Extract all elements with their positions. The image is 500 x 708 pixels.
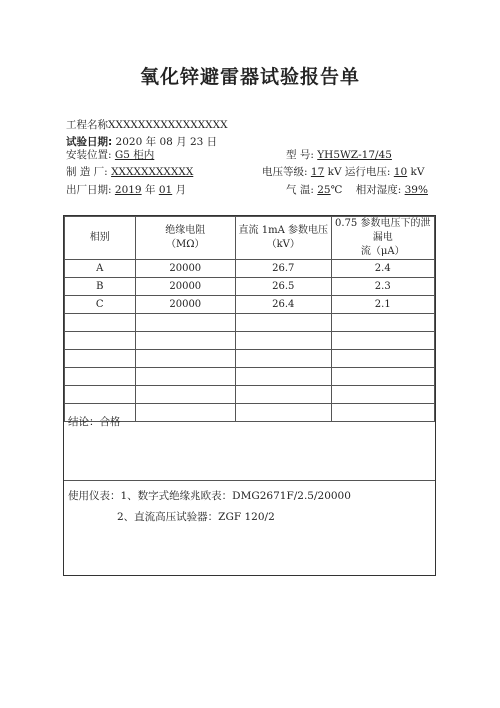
report-title: 氧化锌避雷器试验报告单 — [139, 66, 360, 88]
factory-date-line — [66, 182, 186, 197]
model-value: YH5WZ-17/45 — [317, 149, 392, 161]
empty-cell — [135, 386, 236, 404]
table-row — [65, 296, 435, 314]
empty-row — [65, 350, 435, 368]
empty-row — [65, 368, 435, 386]
maker-value: XXXXXXXXXXX — [111, 166, 194, 178]
empty-cell — [331, 332, 434, 350]
voltage-line — [262, 164, 424, 179]
empty-cell — [65, 386, 136, 404]
cell-insulation: 20000 — [135, 278, 236, 296]
run-voltage-label: 运行电压: — [344, 166, 391, 178]
empty-cell — [135, 404, 236, 422]
humidity-label: 相对湿度: — [355, 184, 402, 196]
empty-cell — [236, 350, 332, 368]
factory-month: 01 — [158, 184, 173, 196]
cell-insulation: 20000 — [135, 296, 236, 314]
results-frame — [63, 215, 436, 576]
model-line — [286, 147, 392, 162]
table-header-row — [65, 217, 435, 260]
empty-cell — [236, 314, 332, 332]
climate-line — [286, 182, 428, 197]
table-row — [65, 260, 435, 278]
install-line — [66, 147, 154, 162]
empty-cell — [65, 368, 136, 386]
empty-cell — [135, 332, 236, 350]
empty-cell — [65, 314, 136, 332]
instrument-line-2: 2、直流高压试验器：ZGF 120/2 — [117, 511, 275, 523]
temp-unit: ℃ — [330, 184, 343, 196]
test-date-label: 试验日期: — [66, 136, 113, 148]
cell-phase: B — [65, 278, 136, 296]
empty-cell — [236, 404, 332, 422]
empty-cell — [65, 332, 136, 350]
cell-phase: A — [65, 260, 136, 278]
run-voltage-value: 10 — [393, 166, 408, 178]
install-label: 安装位置: — [66, 149, 112, 161]
empty-cell — [135, 314, 236, 332]
header-insulation-line1: 绝缘电阻 — [165, 225, 206, 236]
run-voltage-unit: kV — [410, 166, 425, 178]
conclusion: 结论：合格 — [68, 416, 121, 428]
factory-year: 2019 — [114, 184, 142, 196]
header-leak-line1: 0.75 参数电压下的泄漏电 — [335, 218, 431, 243]
year-char: 年 — [144, 184, 156, 196]
header-leakage — [331, 217, 434, 260]
empty-cell — [331, 314, 434, 332]
header-dc-voltage — [236, 217, 332, 260]
cell-dc-voltage: 26.5 — [236, 278, 332, 296]
results-table — [64, 216, 435, 422]
cell-leakage: 2.1 — [331, 296, 434, 314]
empty-cell — [331, 386, 434, 404]
header-dc-line1: 直流 1mA 参数电压 — [238, 225, 328, 236]
header-phase: 相别 — [65, 217, 136, 260]
empty-cell — [135, 350, 236, 368]
cell-leakage: 2.4 — [331, 260, 434, 278]
empty-cell — [331, 404, 434, 422]
install-value: G5 柜内 — [114, 149, 155, 161]
temp-value: 25 — [317, 184, 331, 196]
cell-dc-voltage: 26.7 — [236, 260, 332, 278]
empty-cell — [331, 368, 434, 386]
maker-line — [66, 164, 193, 179]
model-label: 型 号: — [286, 149, 314, 161]
cell-phase: C — [65, 296, 136, 314]
empty-cell — [331, 350, 434, 368]
section-divider — [64, 480, 435, 481]
month-char: 月 — [175, 184, 187, 196]
header-insulation-line2: （MΩ） — [166, 239, 205, 250]
voltage-level-label: 电压等级: — [262, 166, 308, 178]
header-leak-line2: 流（μA） — [360, 246, 405, 257]
empty-cell — [236, 386, 332, 404]
empty-cell — [236, 332, 332, 350]
cell-insulation: 20000 — [135, 260, 236, 278]
project-label: 工程名称 — [66, 119, 108, 131]
header-dc-line2: （kV） — [266, 239, 300, 250]
project-value: XXXXXXXXXXXXXXXX — [108, 119, 228, 131]
factory-date-label: 出厂日期: — [66, 184, 112, 196]
instrument-line-1: 使用仪表：1、数字式绝缘兆欧表：DMG2671F/2.5/20000 — [68, 490, 351, 502]
empty-row — [65, 332, 435, 350]
test-date-value: 2020 年 08 月 23 日 — [115, 136, 218, 148]
header-insulation — [135, 217, 236, 260]
empty-cell — [65, 350, 136, 368]
empty-cell — [135, 368, 236, 386]
empty-cell — [236, 368, 332, 386]
voltage-level-value: 17 — [310, 166, 325, 178]
maker-label: 制 造 厂: — [66, 166, 108, 178]
empty-row — [65, 386, 435, 404]
cell-leakage: 2.3 — [331, 278, 434, 296]
voltage-level-unit: kV — [327, 166, 342, 178]
cell-dc-voltage: 26.4 — [236, 296, 332, 314]
temp-label: 气 温: — [286, 184, 314, 196]
project-line — [66, 117, 228, 132]
humidity-value: 39% — [404, 184, 428, 196]
table-row — [65, 278, 435, 296]
empty-row — [65, 314, 435, 332]
